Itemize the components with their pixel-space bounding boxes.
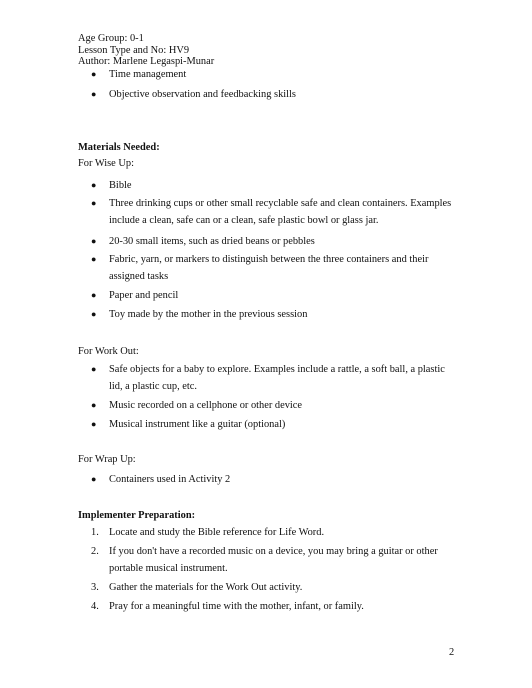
bullet-icon: ● — [91, 364, 97, 374]
list-item-continuation: assigned tasks — [109, 271, 169, 282]
list-number: 2. — [91, 546, 99, 557]
list-item-continuation: lid, a plastic cup, etc. — [109, 381, 198, 392]
author: Author: Marlene Legaspi-Munar — [78, 56, 215, 67]
bullet-icon: ● — [91, 474, 97, 484]
lesson-header — [78, 33, 214, 68]
list-item: Pray for a meaningful time with the mother, infant, or family. — [109, 601, 364, 612]
list-item: Time management — [109, 69, 187, 80]
bullet-icon: ● — [91, 69, 97, 79]
bullet-icon: ● — [91, 89, 97, 99]
wrap-up-label: For Wrap Up: — [78, 454, 136, 465]
list-number: 3. — [91, 582, 99, 593]
materials-heading: Materials Needed: — [78, 142, 160, 153]
age-group: Age Group: 0-1 — [78, 33, 144, 44]
list-number: 4. — [91, 601, 99, 612]
bullet-icon: ● — [91, 254, 97, 264]
list-item: Music recorded on a cellphone or other device — [109, 400, 303, 411]
list-item-continuation: portable musical instrument. — [109, 563, 228, 574]
list-item: Toy made by the mother in the previous session — [109, 309, 308, 320]
list-item: Paper and pencil — [109, 290, 179, 301]
lesson-type: Lesson Type and No: HV9 — [78, 44, 190, 56]
list-item: Three drinking cups or other small recyclable safe and clean containers. Examples — [109, 198, 452, 209]
list-item-continuation: include a clean, safe can or a clean, safe plastic bowl or glass jar. — [109, 215, 379, 226]
list-item: If you don't have a recorded music on a device, you may bring a guitar or other — [109, 546, 438, 557]
list-item: Locate and study the Bible reference for Life Word. — [109, 527, 325, 538]
list-item: Fabric, yarn, or markers to distinguish between the three containers and their — [109, 254, 429, 265]
list-item: Safe objects for a baby to explore. Examples include a rattle, a soft ball, a plastic — [109, 364, 445, 375]
list-item: Bible — [109, 180, 132, 191]
wise-up-label: For Wise Up: — [78, 158, 134, 169]
list-item: 20-30 small items, such as dried beans or pebbles — [109, 236, 315, 247]
list-item: Gather the materials for the Work Out activity. — [109, 582, 303, 593]
list-item: Containers used in Activity 2 — [109, 474, 231, 485]
bullet-icon: ● — [91, 290, 97, 300]
bullet-icon: ● — [91, 419, 97, 429]
bullet-icon: ● — [91, 309, 97, 319]
bullet-icon: ● — [91, 236, 97, 246]
bullet-icon: ● — [91, 180, 97, 190]
bullet-icon: ● — [91, 198, 97, 208]
list-item: Musical instrument like a guitar (optional) — [109, 419, 286, 430]
list-item: Objective observation and feedbacking skills — [109, 89, 296, 100]
work-out-label: For Work Out: — [78, 346, 139, 357]
page-number: 2 — [449, 647, 455, 658]
bullet-icon: ● — [91, 400, 97, 410]
implementer-heading: Implementer Preparation: — [78, 510, 196, 521]
list-number: 1. — [91, 527, 99, 538]
